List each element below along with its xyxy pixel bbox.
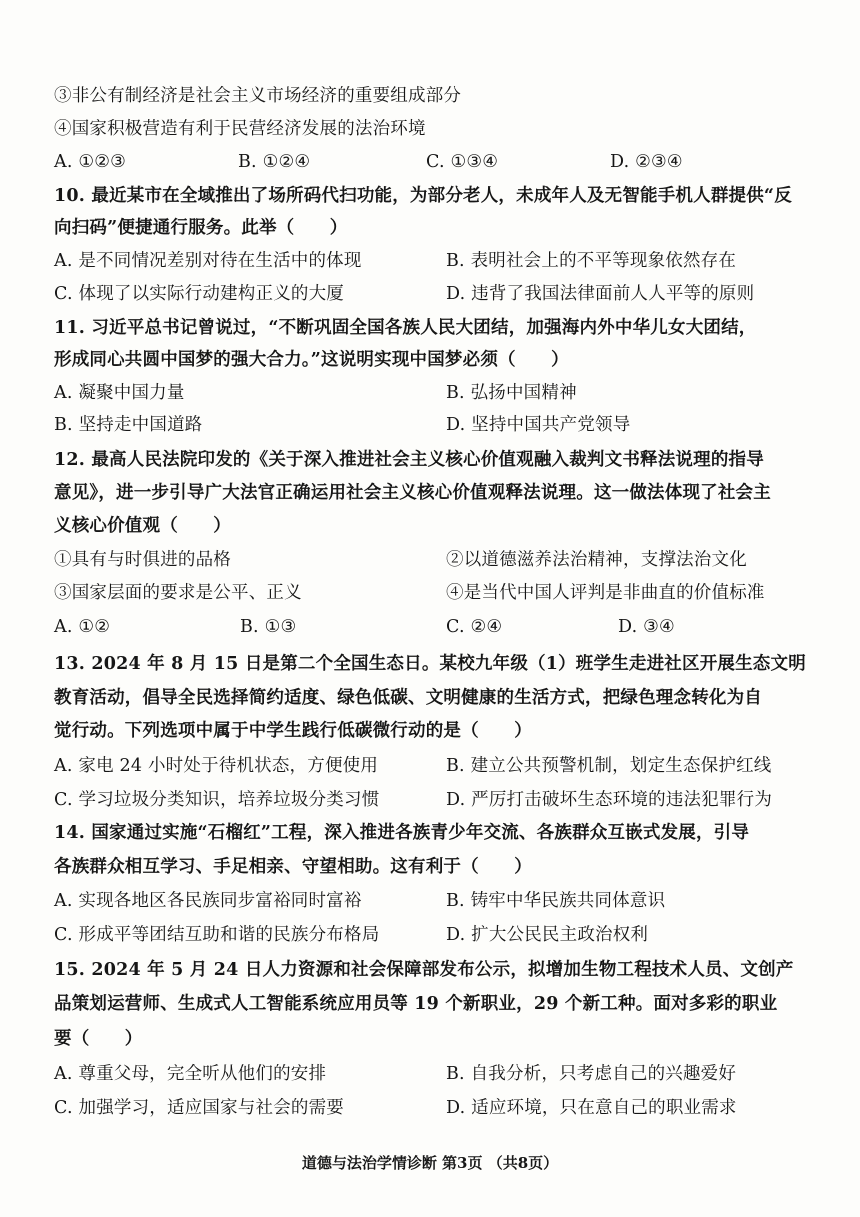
q13-stem-line1: 13. 2024 年 8 月 15 日是第二个全国生态日。某校九年级（1）班学生走进社区开展生态文明 bbox=[54, 654, 806, 674]
q15-choice-c: C. 加强学习，适应国家与社会的需要 bbox=[54, 1098, 344, 1118]
q14-stem-line2: 各族群众相互学习、手足相亲、守望相助。这有利于（ ） bbox=[54, 857, 532, 877]
q9-choice-c: C. ①③④ bbox=[426, 152, 499, 172]
q9-choice-d: D. ②③④ bbox=[610, 152, 683, 172]
q11-choice-b-road: B. 坚持走中国道路 bbox=[54, 415, 203, 435]
q10-choice-b: B. 表明社会上的不平等现象依然存在 bbox=[446, 251, 737, 271]
q10-choice-c: C. 体现了以实际行动建构正义的大厦 bbox=[54, 284, 344, 304]
q12-stem-line2: 意见》，进一步引导广大法官正确运用社会主义核心价值观释法说理。这一做法体现了社会主 bbox=[54, 483, 771, 503]
page-footer: 道德与法治学情诊断 第3页 （共8页） bbox=[301, 1154, 559, 1172]
q11-stem-line1: 11. 习近平总书记曾说过，“不断巩固全国各族人民大团结，加强海内外中华儿女大团结， bbox=[54, 318, 757, 338]
q11-choice-d: D. 坚持中国共产党领导 bbox=[446, 415, 631, 435]
q12-option-1: ①具有与时俱进的品格 bbox=[54, 550, 231, 570]
q9-option-3: ③非公有制经济是社会主义市场经济的重要组成部分 bbox=[54, 86, 462, 106]
q15-choice-d: D. 适应环境，只在意自己的职业需求 bbox=[446, 1098, 737, 1118]
q9-choice-a: A. ①②③ bbox=[54, 152, 127, 172]
q11-stem-line2: 形成同心共圆中国梦的强大合力。”这说明实现中国梦必须（ ） bbox=[54, 350, 569, 370]
q12-choice-a: A. ①② bbox=[54, 617, 111, 637]
q12-option-4: ④是当代中国人评判是非曲直的价值标准 bbox=[446, 583, 765, 603]
q12-choice-c: C. ②④ bbox=[446, 617, 503, 637]
q12-option-3: ③国家层面的要求是公平、正义 bbox=[54, 583, 302, 603]
q15-stem-line1: 15. 2024 年 5 月 24 日人力资源和社会保障部发布公示，拟增加生物工程技术人员、文创产 bbox=[54, 960, 794, 980]
q9-option-4: ④国家积极营造有利于民营经济发展的法治环境 bbox=[54, 119, 426, 139]
q14-stem-line1: 14. 国家通过实施“石榴红”工程，深入推进各族青少年交流、各族群众互嵌式发展，引导 bbox=[54, 823, 750, 843]
q12-stem-line1: 12. 最高人民法院印发的《关于深入推进社会主义核心价值观融入裁判文书释法说理的指导 bbox=[54, 450, 764, 470]
q10-choice-d: D. 违背了我国法律面前人人平等的原则 bbox=[446, 284, 755, 304]
q13-choice-a: A. 家电 24 小时处于待机状态，方便使用 bbox=[54, 756, 379, 776]
q14-choice-d: D. 扩大公民民主政治权利 bbox=[446, 925, 649, 945]
q15-stem-line3: 要（ ） bbox=[54, 1029, 143, 1049]
q12-choice-b: B. ①③ bbox=[240, 617, 297, 637]
q13-choice-d: D. 严厉打击破坏生态环境的违法犯罪行为 bbox=[446, 790, 773, 810]
q12-stem-line3: 义核心价值观（ ） bbox=[54, 516, 231, 536]
q13-stem-line2: 教育活动，倡导全民选择简约适度、绿色低碳、文明健康的生活方式，把绿色理念转化为自 bbox=[54, 688, 762, 708]
q10-choice-a: A. 是不同情况差别对待在生活中的体现 bbox=[54, 251, 362, 271]
q13-choice-b: B. 建立公共预警机制，划定生态保护红线 bbox=[446, 756, 772, 776]
q12-choice-d: D. ③④ bbox=[618, 617, 675, 637]
q14-choice-c: C. 形成平等团结互助和谐的民族分布格局 bbox=[54, 925, 380, 945]
q10-stem-line1: 10. 最近某市在全域推出了场所码代扫功能，为部分老人，未成年人及无智能手机人群提供“反 bbox=[54, 186, 792, 206]
q14-choice-b: B. 铸牢中华民族共同体意识 bbox=[446, 891, 666, 911]
q13-choice-c: C. 学习垃圾分类知识，培养垃圾分类习惯 bbox=[54, 790, 380, 810]
q11-choice-b-spirit: B. 弘扬中国精神 bbox=[446, 383, 577, 403]
q13-stem-line3: 觉行动。下列选项中属于中学生践行低碳微行动的是（ ） bbox=[54, 721, 532, 741]
q11-choice-a: A. 凝聚中国力量 bbox=[54, 383, 185, 403]
q14-choice-a: A. 实现各地区各民族同步富裕同时富裕 bbox=[54, 891, 362, 911]
q15-choice-a: A. 尊重父母，完全听从他们的安排 bbox=[54, 1064, 327, 1084]
q15-choice-b: B. 自我分析，只考虑自己的兴趣爱好 bbox=[446, 1064, 737, 1084]
q9-choice-b: B. ①②④ bbox=[238, 152, 311, 172]
q15-stem-line2: 品策划运营师、生成式人工智能系统应用员等 19 个新职业，29 个新工种。面对多彩的职业 bbox=[54, 994, 778, 1014]
q10-stem-line2: 向扫码”便捷通行服务。此举（ ） bbox=[54, 218, 348, 238]
q12-option-2: ②以道德滋养法治精神，支撑法治文化 bbox=[446, 550, 747, 570]
